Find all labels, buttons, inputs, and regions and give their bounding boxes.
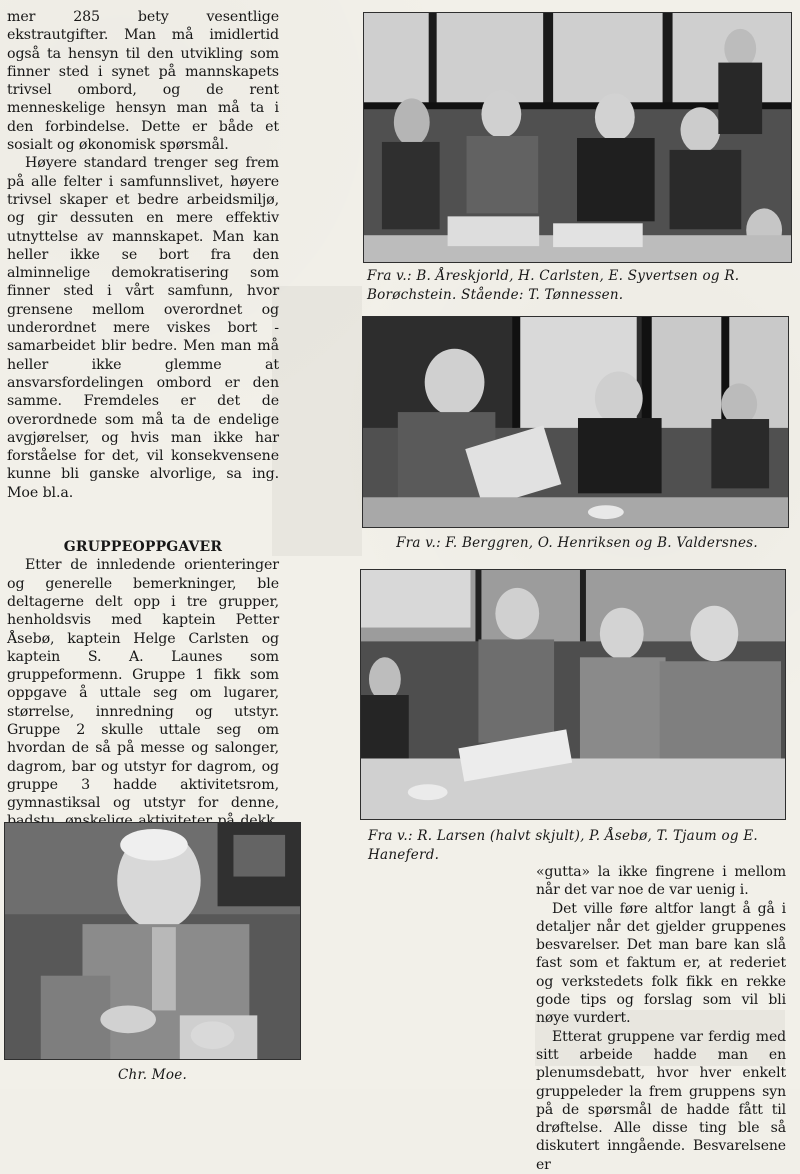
portrait-photo — [4, 822, 301, 1060]
photo-1-caption: Fra v.: B. Åreskjorld, H. Carlsten, E. Syvertsen og R. Borøchstein. Stående: T. Tønnessen. — [367, 268, 740, 303]
photo-2-caption: Fra v.: F. Berggren, O. Henriksen og B. Valdersnes. — [396, 535, 758, 551]
photo-4-caption: Chr. Moe. — [117, 1067, 188, 1083]
meeting-discussion-photo-icon — [363, 317, 788, 527]
faint-background-text-area — [272, 286, 362, 556]
right-paragraph-3: Etterat gruppene var ferdig med sitt arbeide hadde man en plenumsdebatt, hvor hver enkelt gruppeleder la frem gruppens syn på de spørsmål de hadde fått til drøftelse. Alle disse ting ble så diskutert inngående. Besvarelsene er — [536, 1028, 786, 1173]
meeting-discussion-photo — [362, 316, 789, 528]
section-paragraph-1: Etter de innledende orienteringer og generelle bemerkninger, ble deltagerne delt opp i tre grupper, henholdsvis med kaptein Petter Åsebø, kaptein Helge Carlsten og kaptein S. A. Launes som gruppeformenn. Gruppe 1 fikk som oppgave å uttale seg om lugarer, størrelse, innredning og utstyr. Gruppe 2 skulle uttale seg om hvordan de så på messe og salonger, dagrom, bar og utstyr for dagrom, og gruppe 3 hadde aktivitetsrom, gymnastiksal og utstyr for denne, — [7, 557, 279, 812]
photo-3-caption: Fra v.: R. Larsen (halvt skjult), P. Åsebø, T. Tjaum og E. Haneferd. — [368, 828, 758, 863]
group-table-photo — [360, 569, 786, 820]
right-bottom-article-column — [536, 863, 786, 1174]
section-heading: GRUPPEOPPGAVER — [63, 539, 223, 556]
left-paragraph-1: mer 285 bety vesentlige ekstrautgifter. Man må imidlertid også ta hensyn til den utvikling som finner sted i synet på mannskapets trivsel ombord, og de rent menneskelige hensyn man må ta i den forbindelse. Dette er både et sosialt og økonomisk spørsmål. — [7, 9, 279, 154]
group-table-photo-icon — [361, 570, 785, 819]
group-meeting-photo-icon — [364, 13, 791, 262]
portrait-photo-icon — [5, 823, 300, 1059]
right-paragraph-2: Det ville føre altfor langt å gå i detaljer når det gjelder gruppenes besvarelser. Det man bare kan slå fast som et faktum er, at rederiet og verkstedets folk fikk en rekke gode tips og forslag som vil bli nøye vurdert. — [536, 900, 786, 1027]
right-paragraph-1: «gutta» la ikke fingrene i mellom når det var noe de var uenig i. — [536, 864, 786, 899]
group-meeting-photo — [363, 12, 792, 263]
left-paragraph-2: Høyere standard trenger seg frem på alle felter i samfunnslivet, høyere trivsel skaper et bedre arbeidsmiljø, og gir dessuten en mere effektiv utnyttelse av mannskapet. Man kan heller ikke se bort fra den alminnelige demokratisering som finner sted i vårt samfunn, hvor grensene mellom overordnet og underordnet mere viskes bort - samarbeidet blir bedre. Men man må heller ikke glemme at ansvarsfordelingen ombord er den samme. Fremdeles er det de overordnede som må ta de endelige avgjørelser, og hvis man ikke har forståelse for det, vil konsekvensene kunne bli ganske alvorlige, sa ing. Moe bl.a. — [7, 155, 279, 501]
